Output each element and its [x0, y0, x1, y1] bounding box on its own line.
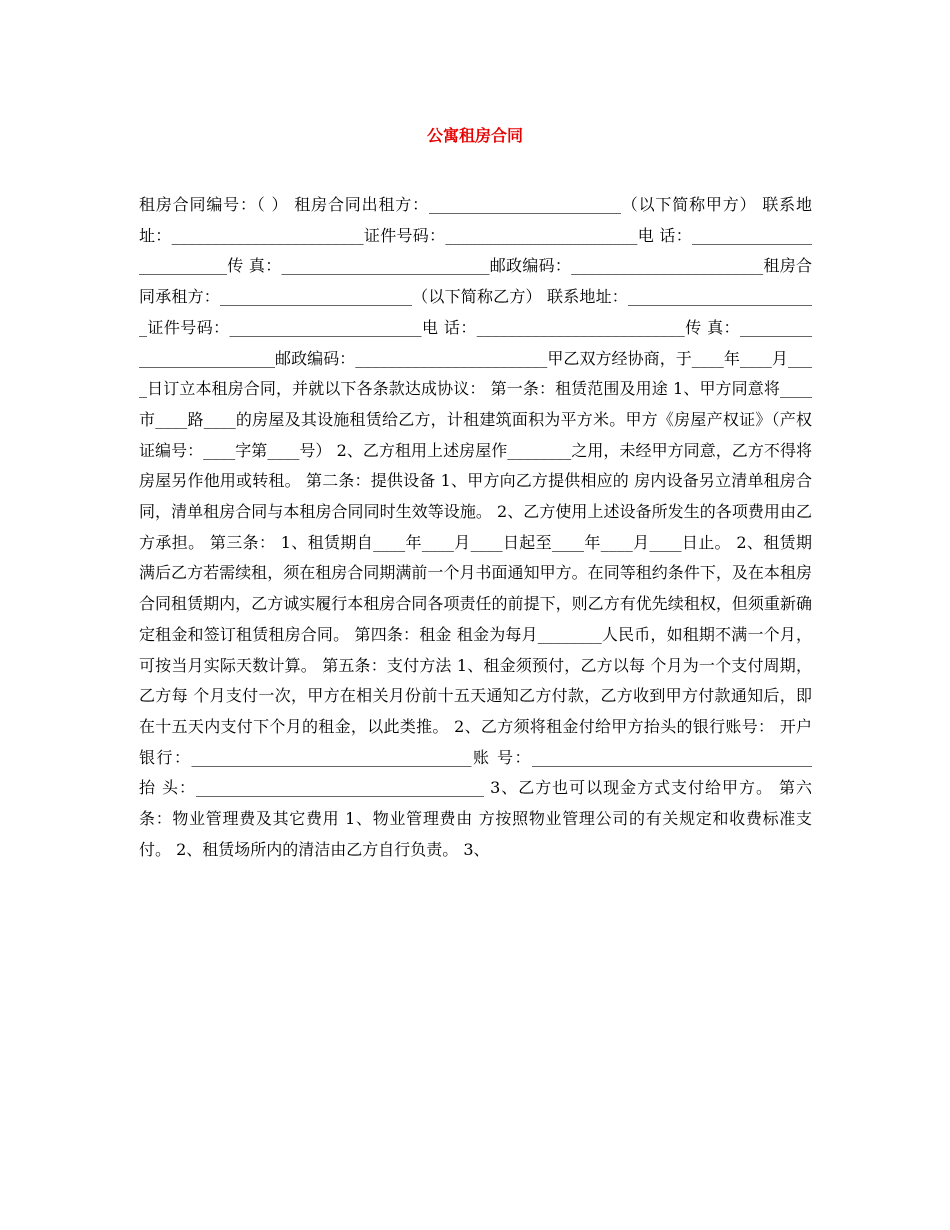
document-title: 公寓租房合同 — [426, 126, 523, 145]
contract-body-text: 租房合同编号：（ ） 租房合同出租方：________________________（以下简称甲方） 联系地址：________________________证件号码：________________________电 话：__________________________传 真：__________________________邮政编码：________________________租房合同承租方：________________________（以下简称乙方） 联系地址：________________________证件号码：________________________电 话：__________________________传 真：__________________________邮政编码：________________________甲乙双方经协商，于____年____月____日订立本租房合同，并就以下各条款达成协议： 第一条：租赁范围及用途 1、甲方同意将____市____路____的房屋及其设施租赁给乙方，计租建筑面积为平方米。甲方《房屋产权证》（产权证编号：____字第____号） 2、乙方租用上述房屋作________之用，未经甲方同意，乙方不得将房屋另作他用或转租。 第二条：提供设备 1、甲方向乙方提供相应的 房内设备另立清单租房合同，清单租房合同与本租房合同同时生效等设施。 2、乙方使用上述设备所发生的各项费用由乙方承担。 第三条： 1、租赁期自____年____月____日起至____年____月____日止。 2、租赁期满后乙方若需续租，须在租房合同期满前一个月书面通知甲方。在同等租约条件下，及在本租房合同租赁期内，乙方诚实履行本租房合同各项责任的前提下，则乙方有优先续租权，但须重新确定租金和签订租赁租房合同。 第四条：租金 租金为每月________人民币，如租期不满一个月，可按当月实际天数计算。 第五条：支付方法 1、租金须预付，乙方以每 个月为一个支付周期，乙方每 个月支付一次，甲方在相关月份前十五天通知乙方付款，乙方收到甲方付款通知后，即在十五天内支付下个月的租金，以此类推。 2、乙方须将租金付给甲方抬头的银行账号： 开户银行：___________________________________账 号：___________________________________ 抬 头：____________________________________ 3、乙方也可以现金方式支付给甲方。 第六条：物业管理费及其它费用 1、物业管理费由 方按照物业管理公司的有关规定和收费标准支付。 2、租赁场所内的清洁由乙方自行负责。 3、 — [139, 195, 812, 859]
